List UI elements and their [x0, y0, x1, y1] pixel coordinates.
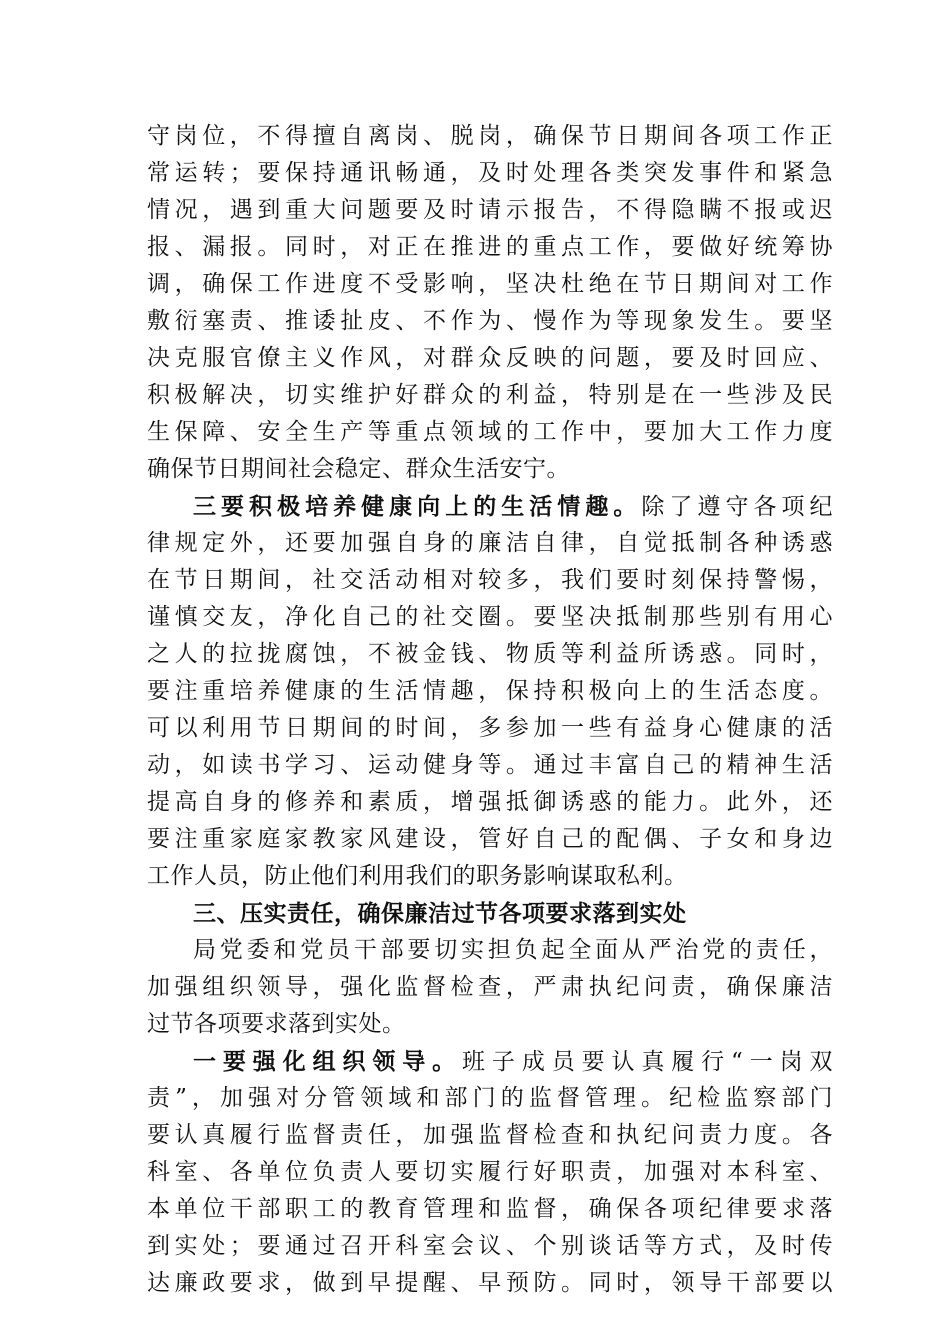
line-text: 提高自身的修养和素质，增强抵御诱惑的能力。此外，还: [147, 789, 833, 815]
line-text: 律规定外，还要加强自身的廉洁自律，自觉抵制各种诱惑: [147, 530, 833, 556]
text-line: [147, 1191, 833, 1228]
line-text: 之人的拉拢腐蚀，不被金钱、物质等利益所诱惑。同时，: [147, 641, 833, 667]
line-text: 谨慎交友，净化自己的社交圈。要坚决抵制那些别有用心: [147, 604, 833, 630]
text-line: [147, 1228, 833, 1265]
text-line: [147, 525, 833, 562]
text-line: [147, 1006, 833, 1043]
text-line: [147, 229, 833, 266]
line-text: 班子成员要认真履行“一岗双: [462, 1049, 833, 1075]
text-line: [147, 747, 833, 784]
text-line: [147, 1043, 833, 1080]
bold-lead-text: 三要积极培养健康向上的生活情趣。: [193, 493, 642, 520]
line-text: 决克服官僚主义作风，对群众反映的问题，要及时回应、: [147, 345, 833, 371]
line-text: 加强组织领导，强化监督检查，严肃执纪问责，确保廉洁: [147, 974, 833, 1000]
bold-lead-text: 三、压实责任，确保廉洁过节各项要求落到实处: [193, 900, 687, 927]
text-line: [147, 1154, 833, 1191]
text-line: [147, 673, 833, 710]
line-text: 工作人员，防止他们利用我们的职务影响谋取私利。: [147, 863, 688, 889]
section-heading: [147, 895, 833, 932]
line-text: 到实处；要通过召开科室会议、个别谈话等方式，及时传: [147, 1233, 833, 1259]
text-line: [147, 1265, 833, 1302]
line-text: 动，如读书学习、运动健身等。通过丰富自己的精神生活: [147, 752, 833, 778]
text-line: [147, 155, 833, 192]
line-text: 积极解决，切实维护好群众的利益，特别是在一些涉及民: [147, 382, 833, 408]
text-line: [147, 488, 833, 525]
line-text: 要注重培养健康的生活情趣，保持积极向上的生活态度。: [147, 678, 833, 704]
line-text: 责”，加强对分管领域和部门的监督管理。纪检监察部门: [147, 1085, 833, 1111]
line-text: 要认真履行监督责任，加强监督检查和执纪问责力度。各: [147, 1122, 833, 1148]
line-text: 可以利用节日期间的时间，多参加一些有益身心健康的活: [147, 715, 833, 741]
line-text: 确保节日期间社会稳定、群众生活安宁。: [147, 456, 570, 482]
text-line: [147, 1080, 833, 1117]
text-line: [147, 266, 833, 303]
text-line: [147, 969, 833, 1006]
document-page: [147, 118, 833, 1302]
text-line: [147, 784, 833, 821]
line-text: 达廉政要求，做到早提醒、早预防。同时，领导干部要以: [147, 1270, 833, 1296]
line-text: 报、漏报。同时，对正在推进的重点工作，要做好统筹协: [147, 234, 833, 260]
line-text: 调，确保工作进度不受影响，坚决杜绝在节日期间对工作: [147, 271, 833, 297]
line-text: 除了遵守各项纪: [641, 494, 834, 520]
line-text: 过节各项要求落到实处。: [147, 1011, 406, 1037]
line-text: 情况，遇到重大问题要及时请示报告，不得隐瞒不报或迟: [147, 197, 833, 223]
text-line: [147, 192, 833, 229]
text-line: [147, 451, 833, 488]
line-text: 敷衍塞责、推诿扯皮、不作为、慢作为等现象发生。要坚: [147, 308, 833, 334]
text-line: [147, 414, 833, 451]
text-line: [147, 710, 833, 747]
line-text: 守岗位，不得擅自离岗、脱岗，确保节日期间各项工作正: [147, 123, 833, 149]
line-text: 生保障、安全生产等重点领域的工作中，要加大工作力度: [147, 419, 833, 445]
text-line: [147, 118, 833, 155]
text-line: [147, 562, 833, 599]
line-text: 本单位干部职工的教育管理和监督，确保各项纪律要求落: [147, 1196, 833, 1222]
line-text: 在节日期间，社交活动相对较多，我们要时刻保持警惕，: [147, 567, 833, 593]
text-line: [147, 932, 833, 969]
text-line: [147, 821, 833, 858]
bold-lead-text: 一要强化组织领导。: [193, 1048, 463, 1075]
text-line: [147, 599, 833, 636]
line-text: 科室、各单位负责人要切实履行好职责，加强对本科室、: [147, 1159, 833, 1185]
text-line: [147, 636, 833, 673]
line-text: 常运转；要保持通讯畅通，及时处理各类突发事件和紧急: [147, 160, 833, 186]
text-line: [147, 340, 833, 377]
text-line: [147, 1117, 833, 1154]
text-line: [147, 377, 833, 414]
line-text: 局党委和党员干部要切实担负起全面从严治党的责任，: [193, 937, 833, 963]
text-line: [147, 858, 833, 895]
text-line: [147, 303, 833, 340]
line-text: 要注重家庭家教家风建设，管好自己的配偶、子女和身边: [147, 826, 833, 852]
